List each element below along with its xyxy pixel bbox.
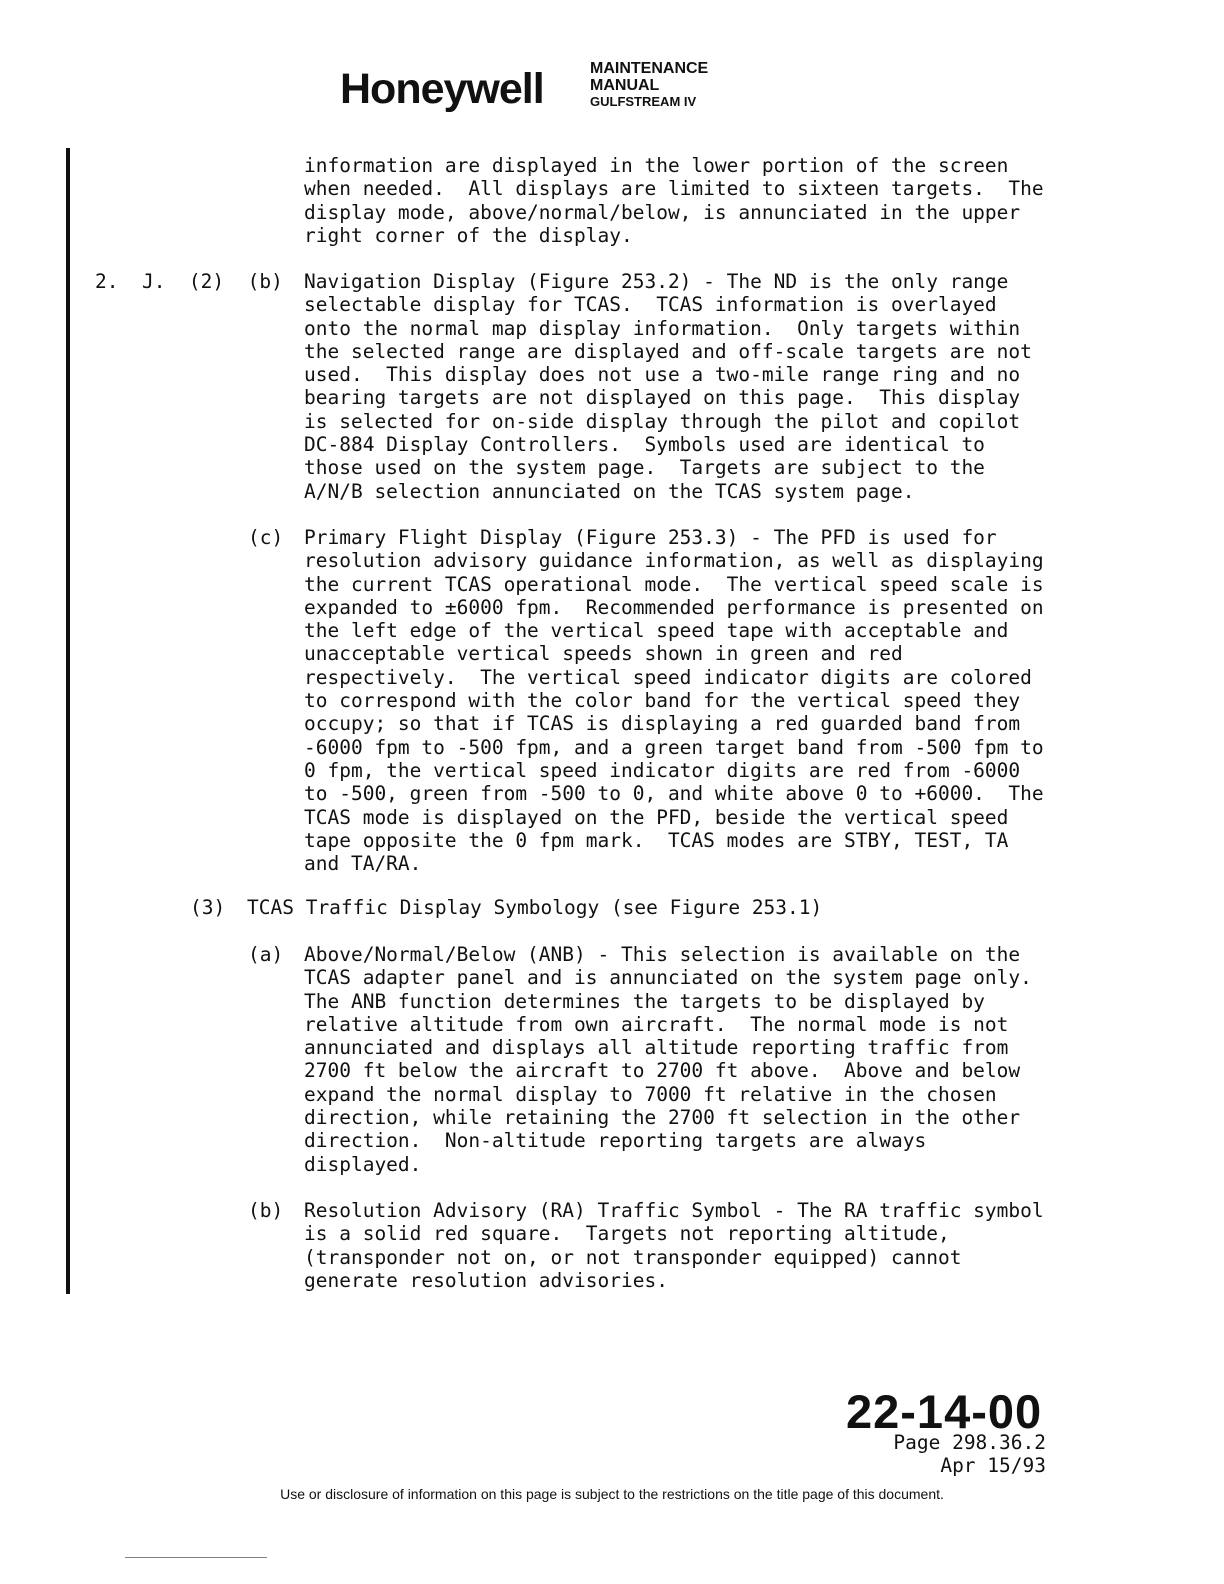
page-number: Page 298.36.2: [893, 1431, 1046, 1454]
aircraft-model: GULFSTREAM IV: [590, 94, 697, 109]
revision-change-bar: [66, 148, 70, 1294]
traffic-symbology-heading: TCAS Traffic Display Symbology (see Figure 253.1): [247, 896, 823, 919]
manual-title-line-2: MANUAL: [590, 77, 660, 94]
paragraph-label-2jc: (c): [248, 526, 284, 549]
paragraph-label-3a: (a): [248, 943, 284, 966]
paragraph-label-2jb: 2. J. (2) (b): [95, 270, 283, 293]
manual-title-block: [590, 60, 708, 109]
paragraph-label-3b: (b): [248, 1199, 284, 1222]
footer-rule: [125, 1557, 267, 1558]
paragraph-label-3: (3): [190, 896, 226, 919]
primary-flight-display-paragraph: Primary Flight Display (Figure 253.3) - The PFD is used for resolution advisory guidance information, as well as displaying the current TCAS operational mode. The vertical speed scale is expanded to ±6000 fpm. Recommended performance is presented on the left edge of the vertical speed tape with acceptable and unacceptable vertical speeds shown in green and red respectively. The vertical speed indicator digits are colored to correspond with the color band for the vertical speed they occupy; so that if TCAS is displaying a red guarded band from -6000 fpm to -500 fpm, and a green target band from -500 fpm to 0 fpm, the vertical speed indicator digits are red from -6000 to -500, green from -500 to 0, and white above 0 to +6000. The TCAS mode is displayed on the PFD, beside the vertical speed tape opposite the 0 fpm mark. TCAS modes are STBY, TEST, TA and TA/RA.: [304, 526, 1044, 876]
disclosure-notice: Use or disclosure of information on this page is subject to the restrictions on the title page of this document.: [280, 1486, 944, 1502]
honeywell-logo: Honeywell: [340, 65, 544, 113]
ra-traffic-symbol-paragraph: Resolution Advisory (RA) Traffic Symbol - The RA traffic symbol is a solid red square. Targets not reporting altitude, (transponder not on, or not transponder equipped) cannot generate resolution advisories.: [304, 1199, 1044, 1292]
revision-date: Apr 15/93: [940, 1454, 1046, 1477]
chapter-section-number: 22-14-00: [846, 1385, 1043, 1438]
manual-title-line-1: MAINTENANCE: [590, 60, 709, 77]
page-info: [893, 1431, 1046, 1477]
above-normal-below-paragraph: Above/Normal/Below (ANB) - This selection is available on the TCAS adapter panel and is annunciated on the system page only. The ANB function determines the targets to be displayed by relative altitude from own aircraft. The normal mode is not annunciated and displays all altitude reporting traffic from 2700 ft below the aircraft to 2700 ft above. Above and below expand the normal display to 7000 ft relative in the chosen direction, while retaining the 2700 ft selection in the other direction. Non-altitude reporting targets are always displayed.: [304, 943, 1032, 1176]
intro-paragraph: information are displayed in the lower portion of the screen when needed. All displays are limited to sixteen targets. The display mode, above/normal/below, is annunciated in the upper right corner of the display.: [304, 154, 1044, 247]
navigation-display-paragraph: Navigation Display (Figure 253.2) - The ND is the only range selectable display for TCAS. TCAS information is overlayed onto the normal map display information. Only targets within the selected range are displayed and off-scale targets are not used. This display does not use a two-mile range ring and no bearing targets are not displayed on this page. This display is selected for on-side display through the pilot and copilot DC-884 Display Controllers. Symbols used are identical to those used on the system page. Targets are subject to the A/N/B selection annunciated on the TCAS system page.: [304, 270, 1032, 503]
